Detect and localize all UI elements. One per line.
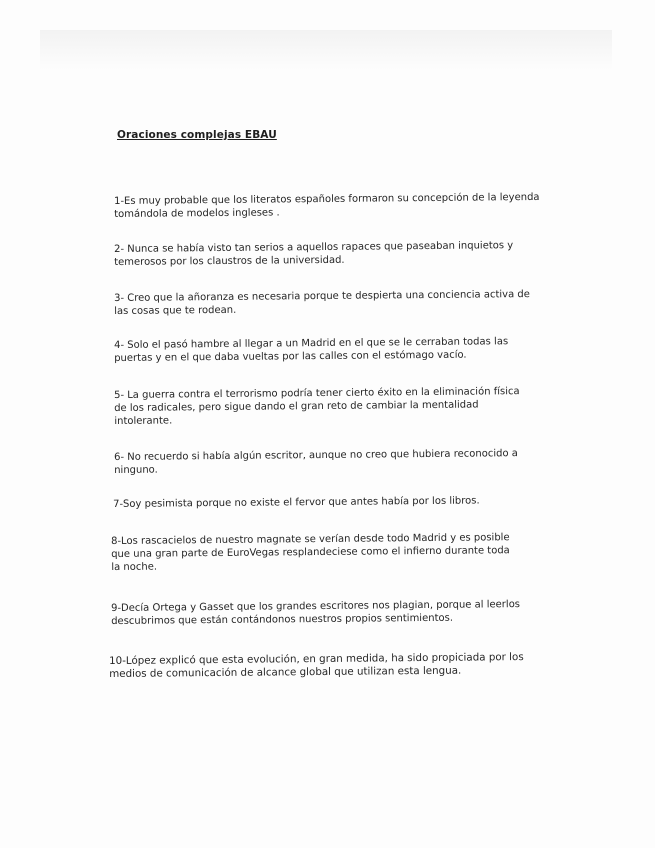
sentence-10: 10-López explicó que esta evolución, en gran medida, ha sido propiciada por los medios de comunicación de alcance global que utilizan esta lengua. [109, 651, 524, 680]
sentence-2: 2- Nunca se había visto tan serios a aquellos rapaces que paseaban inquietos y temerosos por los claustros de la universidad. [114, 240, 514, 268]
sentence-5: 5- La guerra contra el terrorismo podría tener cierto éxito en la eliminación física de los radicales, pero sigue dando el gran reto de cambiar la mentalidad intolerante. [114, 386, 520, 427]
sentence-4: 4- Solo el pasó hambre al llegar a un Madrid en el que se le cerraban todas las puertas y en el que daba vueltas por las calles con el estómago vacío. [114, 336, 509, 364]
scan-shadow [40, 30, 612, 70]
sentence-1: 1-Es muy probable que los literatos españoles formaron su concepción de la leyenda tomándola de modelos ingleses . [114, 191, 540, 220]
sentence-7: 7-Soy pesimista porque no existe el fervor que antes había por los libros. [113, 495, 480, 510]
sentence-8: 8-Los rascacielos de nuestro magnate se verían desde todo Madrid y es posible que una gran parte de EuroVegas resplandeciese como el infierno durante toda la noche. [111, 532, 510, 573]
sentence-9: 9-Decía Ortega y Gasset que los grandes escritores nos plagian, porque al leerlos descubrimos que están contándonos nuestros propios sentimientos. [111, 599, 521, 627]
sentence-3: 3- Creo que la añoranza es necesaria porque te despierta una conciencia activa de las cosas que te rodean. [114, 289, 530, 317]
sentence-6: 6- No recuerdo si había algún escritor, aunque no creo que hubiera reconocido a ninguno. [114, 448, 518, 476]
document-title: Oraciones complejas EBAU [117, 129, 277, 141]
